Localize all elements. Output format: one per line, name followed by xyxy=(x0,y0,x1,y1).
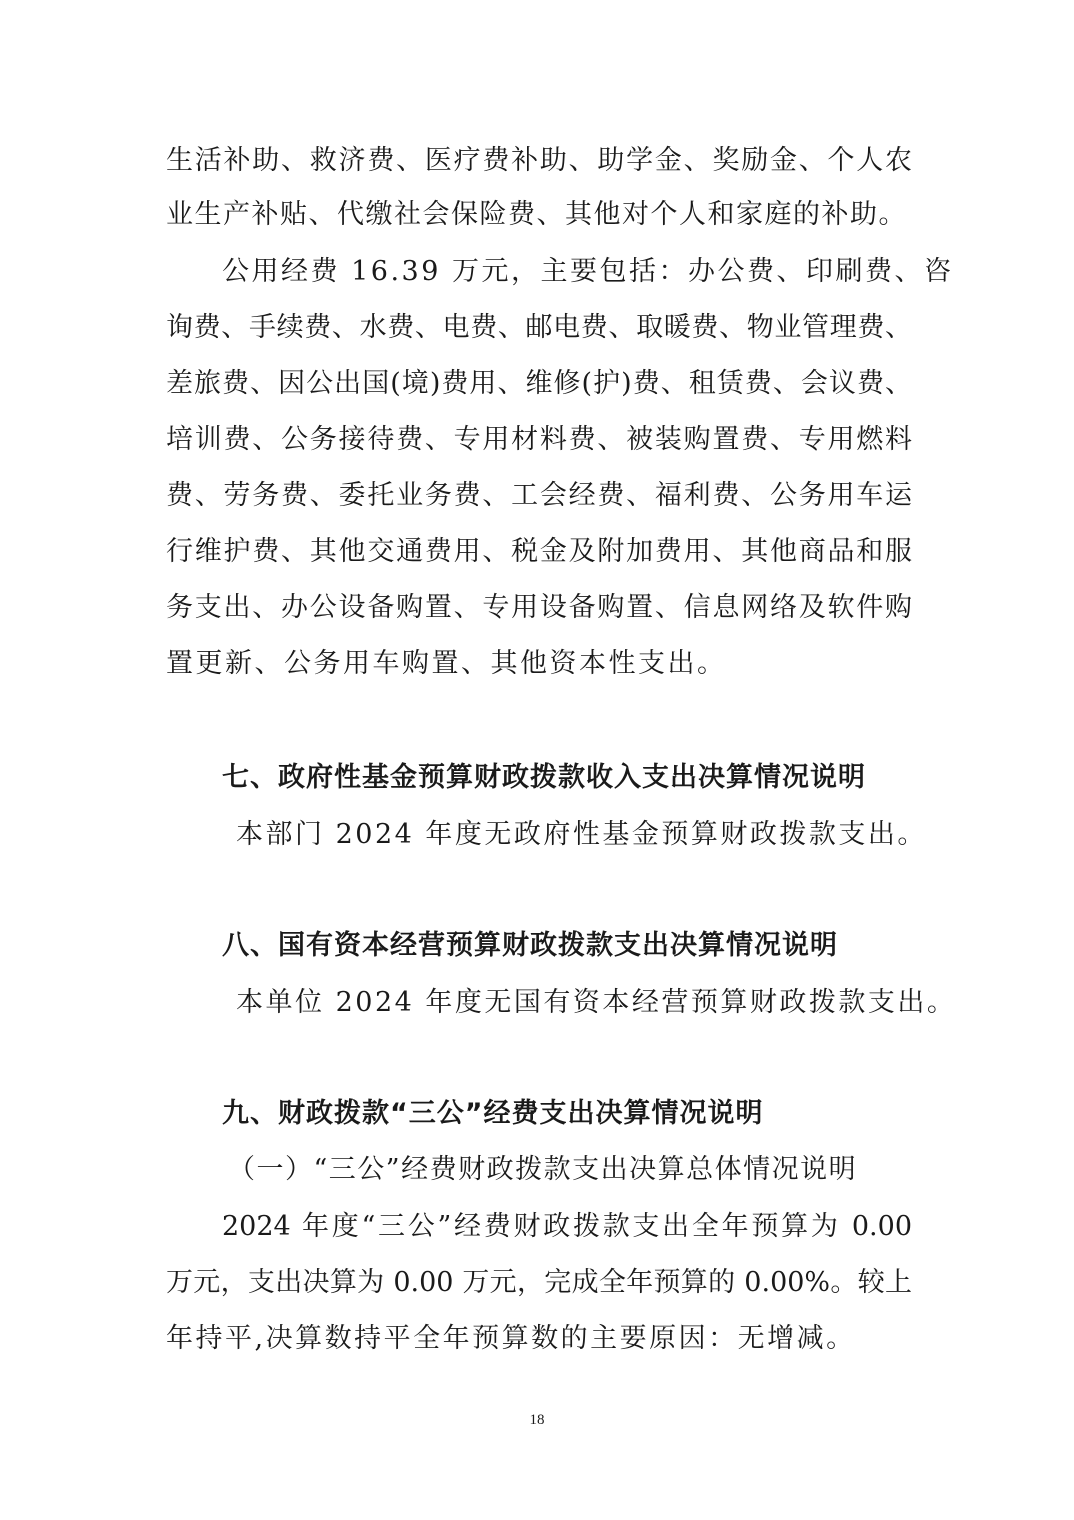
paragraph-line: 万元，支出决算为 0.00 万元，完成全年预算的 0.00%。较上 xyxy=(166,1267,912,1298)
paragraph-line: 差旅费、因公出国(境)费用、维修(护)费、租赁费、会议费、 xyxy=(166,368,912,399)
paragraph-line: 行维护费、其他交通费用、税金及附加费用、其他商品和服 xyxy=(166,536,912,567)
paragraph-line: 本单位 2024 年度无国有资本经营预算财政拨款支出。 xyxy=(236,987,957,1018)
paragraph-line: 培训费、公务接待费、专用材料费、被装购置费、专用燃料 xyxy=(166,424,912,455)
paragraph-line: 2024 年度“三公”经费财政拨款支出全年预算为 0.00 xyxy=(222,1211,912,1242)
subsection-heading: （一）“三公”经费财政拨款支出决算总体情况说明 xyxy=(228,1154,858,1185)
paragraph-line: 询费、手续费、水费、电费、邮电费、取暖费、物业管理费、 xyxy=(166,312,912,343)
paragraph-line: 置更新、公务用车购置、其他资本性支出。 xyxy=(166,648,727,679)
paragraph-line: 本部门 2024 年度无政府性基金预算财政拨款支出。 xyxy=(236,819,927,850)
section-heading: 八、国有资本经营预算财政拨款支出决算情况说明 xyxy=(222,930,838,961)
paragraph-line: 生活补助、救济费、医疗费补助、助学金、奖励金、个人农 xyxy=(166,145,912,176)
section-heading: 七、政府性基金预算财政拨款收入支出决算情况说明 xyxy=(222,762,866,793)
paragraph-line: 务支出、办公设备购置、专用设备购置、信息网络及软件购 xyxy=(166,592,912,623)
paragraph-line: 年持平,决算数持平全年预算数的主要原因：无增减。 xyxy=(166,1323,856,1354)
paragraph-line: 公用经费 16.39 万元，主要包括：办公费、印刷费、咨 xyxy=(222,256,954,287)
paragraph-line: 业生产补贴、代缴社会保险费、其他对个人和家庭的补助。 xyxy=(166,199,907,230)
page-number: 18 xyxy=(529,1412,545,1428)
section-heading: 九、财政拨款“三公”经费支出决算情况说明 xyxy=(222,1098,764,1129)
paragraph-line: 费、劳务费、委托业务费、工会经费、福利费、公务用车运 xyxy=(166,480,912,511)
